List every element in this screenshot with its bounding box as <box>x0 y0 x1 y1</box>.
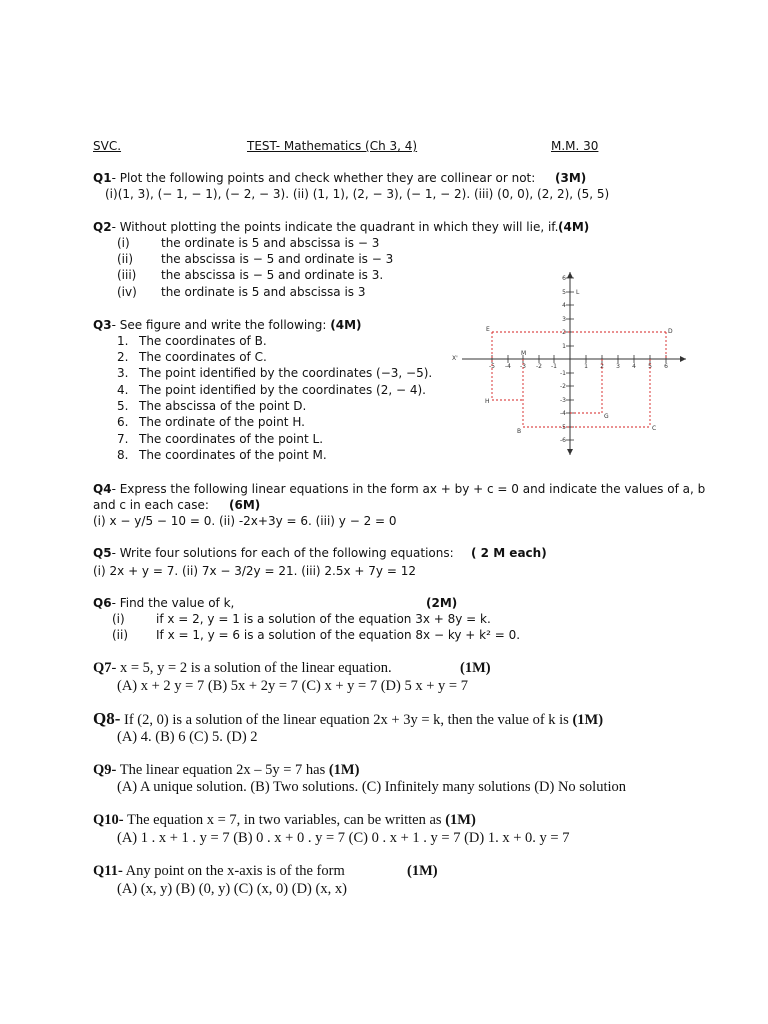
q10-text: The equation x = 7, in two variables, can be written as <box>123 812 446 828</box>
point-label-b: B <box>517 428 522 435</box>
x-tick-label: 2 <box>600 363 604 370</box>
x-tick-label: 4 <box>632 363 636 370</box>
q4-parts: (i) x − y/5 − 10 = 0. (ii) -2x+3y = 6. (iii) y − 2 = 0 <box>93 514 397 528</box>
q6-item: (ii) If x = 1, y = 6 is a solution of the equation 8x − ky + k² = 0. <box>112 628 521 642</box>
q6-item: (i) if x = 2, y = 1 is a solution of the equation 3x + 8y = k. <box>112 612 491 626</box>
q11-marks: (1M) <box>407 863 438 879</box>
q4-marks: (6M) <box>229 498 261 512</box>
q9-label: Q9- <box>93 762 117 778</box>
x-tick-label: 3 <box>616 363 620 370</box>
q4-text-line1: - Express the following linear equations in the form ax + by + c = 0 and indicate the values of a, b <box>111 482 706 496</box>
point-label-d: D <box>668 328 673 335</box>
y-tick-label: -1 <box>560 370 566 377</box>
q11-text: Any point on the x-axis is of the form <box>122 863 345 879</box>
q10-label: Q10- <box>93 812 124 828</box>
q8-text: If (2, 0) is a solution of the linear equation 2x + 3y = k, then the value of k is <box>120 712 573 728</box>
q11-label: Q11- <box>93 863 123 879</box>
q5-text: - Write four solutions for each of the following equations: <box>111 546 454 560</box>
y-tick-label: -4 <box>560 410 566 417</box>
q2-marks: (4M) <box>558 220 590 234</box>
q2-item: (ii) the abscissa is − 5 and ordinate is − 3 <box>117 252 394 266</box>
q2-text: - Without plotting the points indicate the quadrant in which they will lie, if. <box>111 220 559 234</box>
q7-question <box>93 660 392 676</box>
q3-item: 4. The point identified by the coordinates (2, − 4). <box>117 383 426 397</box>
q6-question <box>93 595 234 611</box>
q10-marks: (1M) <box>445 812 476 828</box>
q3-item: 6. The ordinate of the point H. <box>117 415 305 429</box>
q7-marks: (1M) <box>460 660 491 676</box>
q3-text: - See figure and write the following: <box>111 318 331 332</box>
point-label-c: C <box>652 425 657 432</box>
q6-text: - Find the value of k, <box>111 596 235 610</box>
x-tick-label: -2 <box>536 363 542 370</box>
q9-text: The linear equation 2x – 5y = 7 has <box>116 762 329 778</box>
q4-question-line2: and c in each case: <box>93 498 209 512</box>
q6-marks: (2M) <box>426 596 458 610</box>
x-tick-label: -5 <box>489 363 495 370</box>
y-tick-label: 4 <box>562 302 566 309</box>
q5-marks: ( 2 M each) <box>471 546 547 560</box>
x-tick-label: -3 <box>520 363 526 370</box>
point-label-g: G <box>604 413 609 420</box>
q2-question <box>93 219 558 235</box>
q1-question <box>93 170 535 186</box>
point-label-h: H <box>485 398 490 405</box>
x-tick-label: -1 <box>551 363 557 370</box>
q6-label: Q6 <box>93 596 112 610</box>
q8-label: Q8- <box>93 709 121 728</box>
q1-parts: (i)(1, 3), (− 1, − 1), (− 2, − 3). (ii) (1, 1), (2, − 3), (− 1, − 2). (iii) (0, 0), (2, 2), (5, 5) <box>105 187 610 201</box>
q2-label: Q2 <box>93 220 112 234</box>
q8-question <box>93 710 603 729</box>
q9-marks: (1M) <box>328 762 360 778</box>
y-axis-arrow-down <box>567 449 573 455</box>
q5-question <box>93 545 454 561</box>
q4-label: Q4 <box>93 482 112 496</box>
y-tick-label: -6 <box>560 437 566 444</box>
y-tick-label: -5 <box>560 424 566 431</box>
q3-item: 1. The coordinates of B. <box>117 334 267 348</box>
q2-item: (iv) the ordinate is 5 and abscissa is 3 <box>117 285 366 299</box>
q1-text: - Plot the following points and check whether they are collinear or not: <box>111 171 536 185</box>
q3-item: 5. The abscissa of the point D. <box>117 399 307 413</box>
q11-options: (A) (x, y) (B) (0, y) (C) (x, 0) (D) (x, x) <box>117 881 347 897</box>
q3-label: Q3 <box>93 318 112 332</box>
q2-item: (iii) the abscissa is − 5 and ordinate is 3. <box>117 268 384 282</box>
q8-options: (A) 4. (B) 6 (C) 5. (D) 2 <box>117 729 258 745</box>
school-name: SVC. <box>93 139 122 153</box>
q7-text: - x = 5, y = 2 is a solution of the linear equation. <box>111 660 392 676</box>
point-label-m: M <box>521 350 527 357</box>
dashed-guides <box>492 332 666 427</box>
x-tick-label: 5 <box>648 363 652 370</box>
coordinate-grid-figure <box>450 270 690 470</box>
y-tick-label: 5 <box>562 289 566 296</box>
x-tick-label: -4 <box>505 363 511 370</box>
y-tick-label: 1 <box>562 343 566 350</box>
x-axis-label: X' <box>452 355 458 362</box>
y-tick-label: -2 <box>560 383 566 390</box>
q2-item: (i) the ordinate is 5 and abscissa is − 3 <box>117 236 380 250</box>
q3-item: 2. The coordinates of C. <box>117 350 267 364</box>
q8-marks: (1M) <box>572 712 604 728</box>
q3-item: 8. The coordinates of the point M. <box>117 448 327 462</box>
y-tick-label: 3 <box>562 316 566 323</box>
q5-parts: (i) 2x + y = 7. (ii) 7x − 3/2y = 21. (iii) 2.5x + 7y = 12 <box>93 564 416 578</box>
q7-options: (A) x + 2 y = 7 (B) 5x + 2y = 7 (C) x + y = 7 (D) 5 x + y = 7 <box>117 678 468 694</box>
q3-question <box>93 317 362 333</box>
q1-marks: (3M) <box>555 171 587 185</box>
x-tick-label: 1 <box>584 363 588 370</box>
x-tick-label: 6 <box>664 363 668 370</box>
q5-label: Q5 <box>93 546 112 560</box>
q3-marks: (4M) <box>330 318 362 332</box>
q7-label: Q7 <box>93 660 112 676</box>
y-tick-label: 6 <box>562 275 566 282</box>
q9-question <box>93 762 359 778</box>
max-marks: M.M. 30 <box>551 139 599 153</box>
x-axis-arrow <box>680 356 686 362</box>
y-tick-label: -3 <box>560 397 566 404</box>
test-title: TEST- Mathematics (Ch 3, 4) <box>247 139 418 153</box>
q3-item: 7. The coordinates of the point L. <box>117 432 324 446</box>
q1-label: Q1 <box>93 171 112 185</box>
q10-question <box>93 812 476 828</box>
point-label-e: E <box>486 326 490 333</box>
q9-options: (A) A unique solution. (B) Two solutions. (C) Infinitely many solutions (D) No solution <box>117 779 627 795</box>
q10-options: (A) 1 . x + 1 . y = 7 (B) 0 . x + 0 . y = 7 (C) 0 . x + 1 . y = 7 (D) 1. x + 0. y = 7 <box>117 830 570 846</box>
q11-question <box>93 863 345 879</box>
q3-item: 3. The point identified by the coordinates (−3, −5). <box>117 366 433 380</box>
q4-question <box>93 481 705 497</box>
y-axis-arrow-up <box>567 272 573 278</box>
point-label-l: L <box>576 289 580 296</box>
y-tick-label: 2 <box>562 329 566 336</box>
